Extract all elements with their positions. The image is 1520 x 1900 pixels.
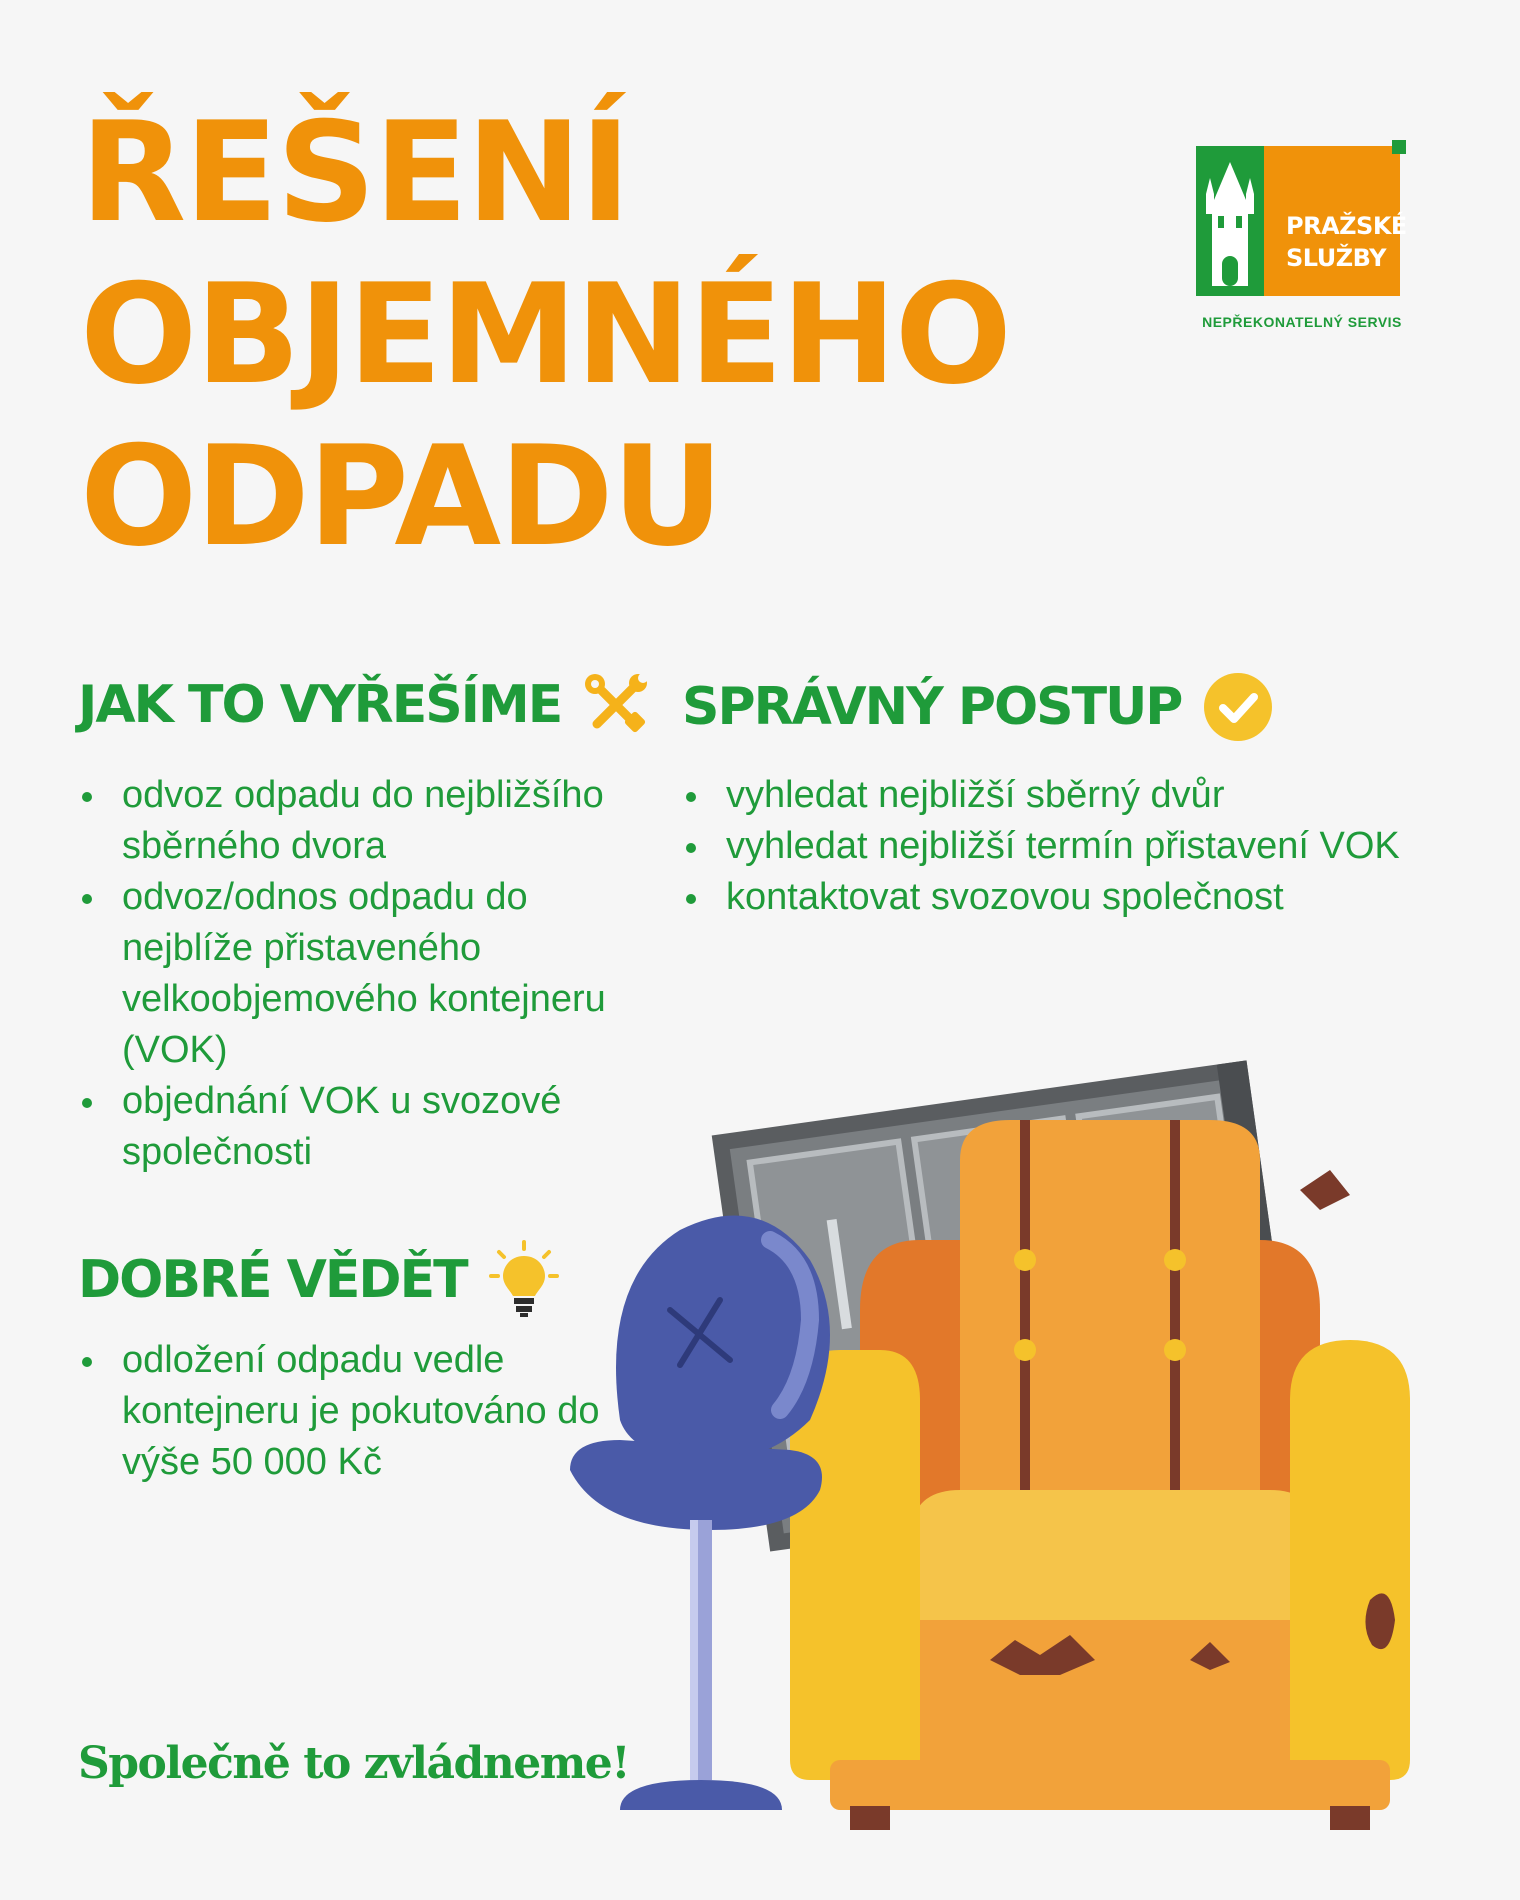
list-item: objednání VOK u svozové společnosti	[78, 1076, 638, 1178]
section-postup-title: SPRÁVNÝ POSTUP	[682, 677, 1182, 737]
section-dobre-title: DOBRÉ VĚDĚT	[78, 1250, 467, 1310]
tools-icon	[583, 672, 649, 738]
logo-line-2: SLUŽBY	[1286, 244, 1386, 272]
logo-tagline: NEPŘEKONATELNÝ SERVIS	[1202, 314, 1402, 330]
list-item: kontaktovat svozovou společnost	[682, 872, 1482, 923]
section-jak-heading	[78, 672, 649, 738]
page-title	[80, 92, 1010, 578]
lightbulb-icon	[489, 1240, 559, 1320]
section-dobre-heading	[78, 1240, 559, 1320]
title-line-2: OBJEMNÉHO	[80, 254, 1011, 415]
list-item: odvoz/odnos odpadu do nejblíže přistaveného velkoobjemového kontejneru (VOK)	[78, 872, 638, 1076]
bulky-waste-illustration	[560, 1020, 1460, 1850]
title-line-1: ŘEŠENÍ	[80, 92, 630, 253]
logo-line-1: PRAŽSKÉ	[1286, 212, 1407, 240]
list-item: vyhledat nejbližší sběrný dvůr	[682, 770, 1482, 821]
section-postup-heading	[682, 672, 1273, 742]
tower-icon	[1202, 160, 1258, 290]
section-jak-title: JAK TO VYŘEŠÍME	[78, 675, 562, 735]
logo-wordmark	[1286, 210, 1407, 274]
section-jak-list	[78, 770, 638, 1178]
title-line-3: ODPADU	[80, 416, 722, 577]
section-dobre-list	[78, 1335, 638, 1488]
footer-slogan: Společně to zvládneme!	[78, 1738, 630, 1789]
section-postup-list	[682, 770, 1482, 923]
list-item: odvoz odpadu do nejbližšího sběrného dvora	[78, 770, 638, 872]
prazske-sluzby-logo	[1196, 140, 1416, 340]
list-item: vyhledat nejbližší termín přistavení VOK	[682, 821, 1482, 872]
list-item: odložení odpadu vedle kontejneru je pokutováno do výše 50 000 Kč	[78, 1335, 638, 1488]
logo-dot	[1392, 140, 1406, 154]
check-circle-icon	[1203, 672, 1273, 742]
